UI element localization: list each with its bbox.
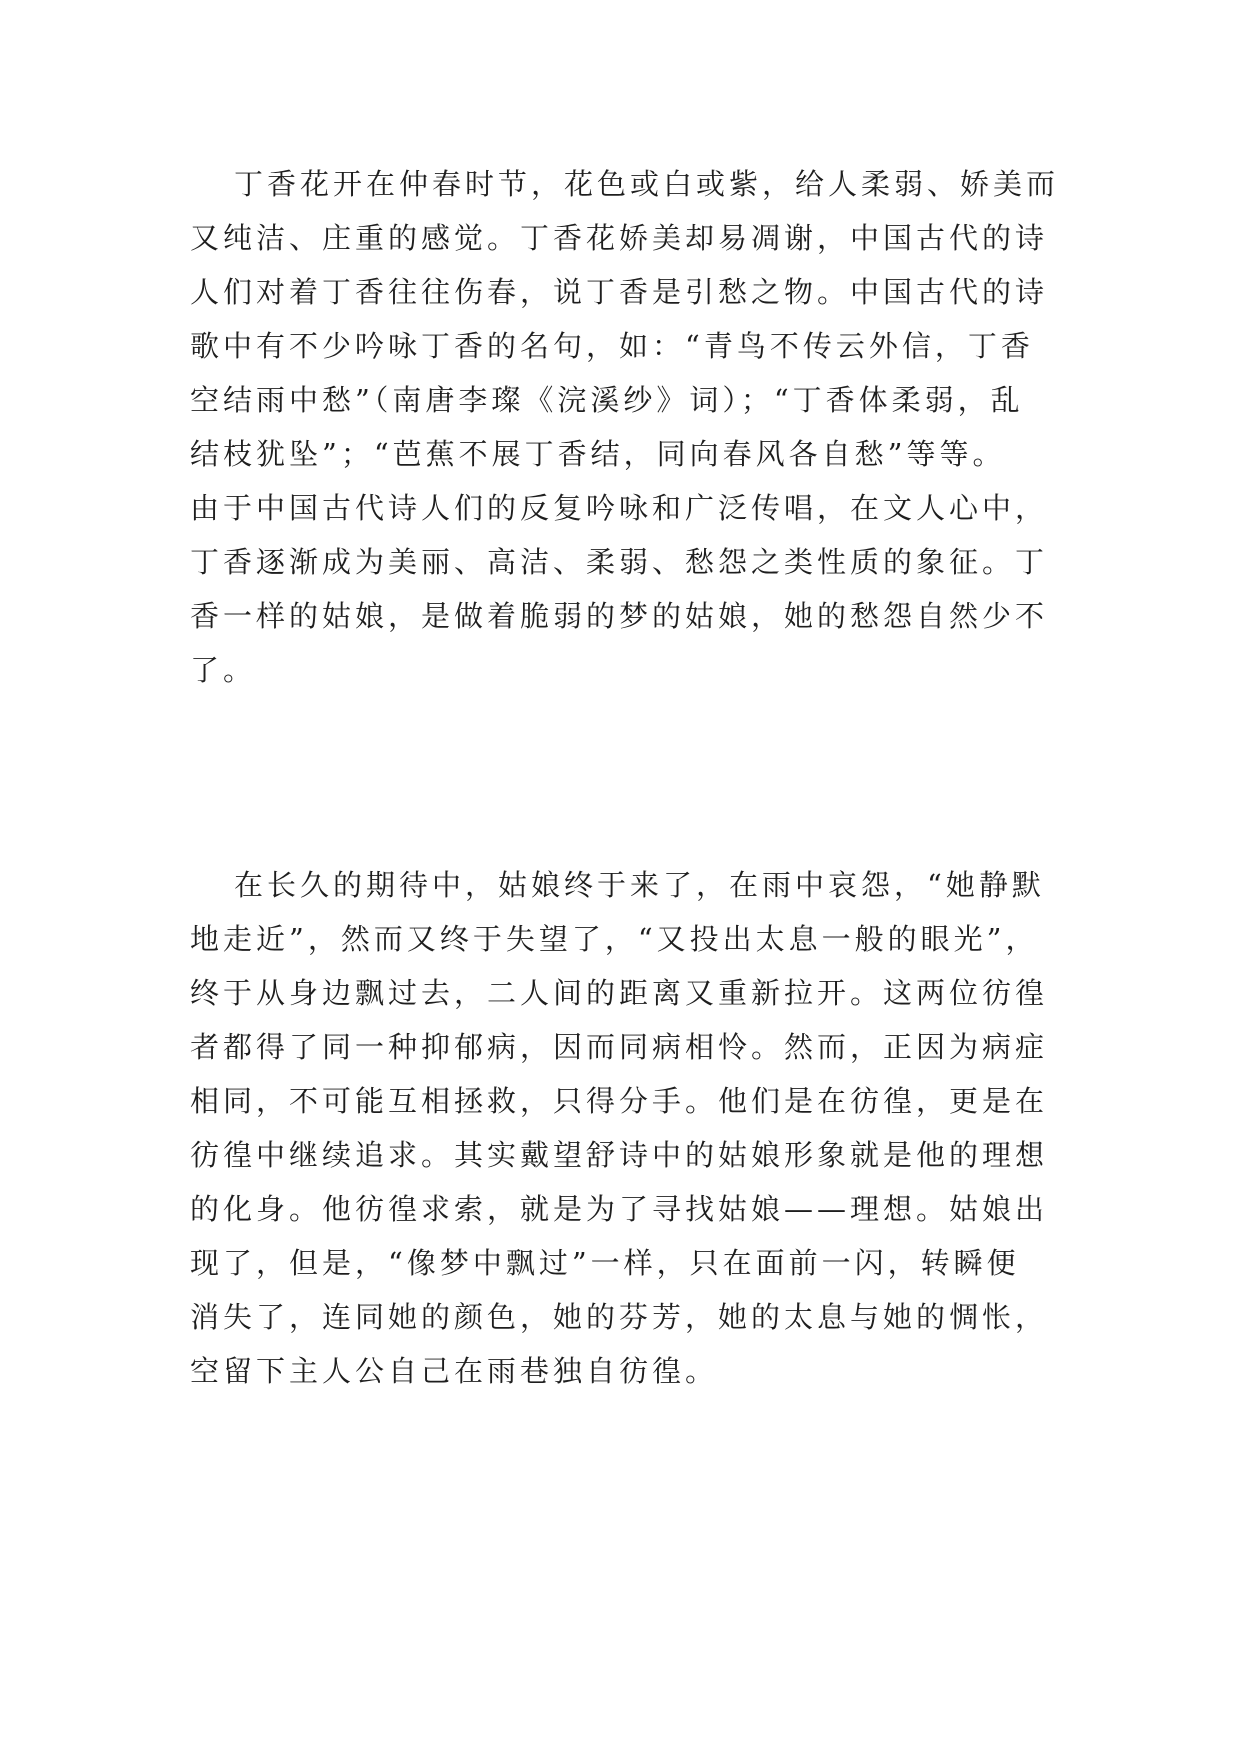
text-line: 丁香逐渐成为美丽、高洁、柔弱、愁怨之类性质的象征。丁 (190, 545, 1049, 579)
text-line: 消失了，连同她的颜色，她的芬芳，她的太息与她的惆怅， (190, 1300, 1049, 1334)
text-line: 人们对着丁香往往伤春，说丁香是引愁之物。中国古代的诗 (190, 275, 1049, 309)
text-line: 地走近”，然而又终于失望了，“又投出太息一般的眼光”， (190, 922, 1039, 956)
text-line: 结枝犹坠”；“芭蕉不展丁香结，同向春风各自愁”等等。 (190, 437, 1006, 471)
text-line: 彷徨中继续追求。其实戴望舒诗中的姑娘形象就是他的理想 (190, 1138, 1049, 1172)
text-line: 在长久的期待中，姑娘终于来了，在雨中哀怨，“她静默 (234, 868, 1045, 902)
text-line: 相同，不可能互相拯救，只得分手。他们是在彷徨，更是在 (190, 1084, 1049, 1118)
text-line: 的化身。他彷徨求索，就是为了寻找姑娘——理想。姑娘出 (190, 1192, 1049, 1226)
text-line: 由于中国古代诗人们的反复吟咏和广泛传唱，在文人心中， (190, 491, 1049, 525)
text-line: 空结雨中愁”（南唐李璨《浣溪纱》词）；“丁香体柔弱，乱 (190, 383, 1024, 417)
text-line: 者都得了同一种抑郁病，因而同病相怜。然而，正因为病症 (190, 1030, 1049, 1064)
paragraph-lilac-symbolism (190, 157, 1070, 697)
paragraph-girl-and-ideal (190, 858, 1070, 1398)
text-line: 现了，但是，“像梦中飘过”一样，只在面前一闪，转瞬便 (190, 1246, 1020, 1280)
text-line: 终于从身边飘过去，二人间的距离又重新拉开。这两位彷徨 (190, 976, 1049, 1010)
text-line: 香一样的姑娘，是做着脆弱的梦的姑娘，她的愁怨自然少不 (190, 599, 1049, 633)
text-line: 丁香花开在仲春时节，花色或白或紫，给人柔弱、娇美而 (234, 167, 1060, 201)
text-line: 了。 (190, 653, 257, 687)
text-line: 歌中有不少吟咏丁香的名句，如：“青鸟不传云外信，丁香 (190, 329, 1034, 363)
text-line: 又纯洁、庄重的感觉。丁香花娇美却易凋谢，中国古代的诗 (190, 221, 1049, 255)
text-line: 空留下主人公自己在雨巷独自彷徨。 (190, 1354, 719, 1388)
